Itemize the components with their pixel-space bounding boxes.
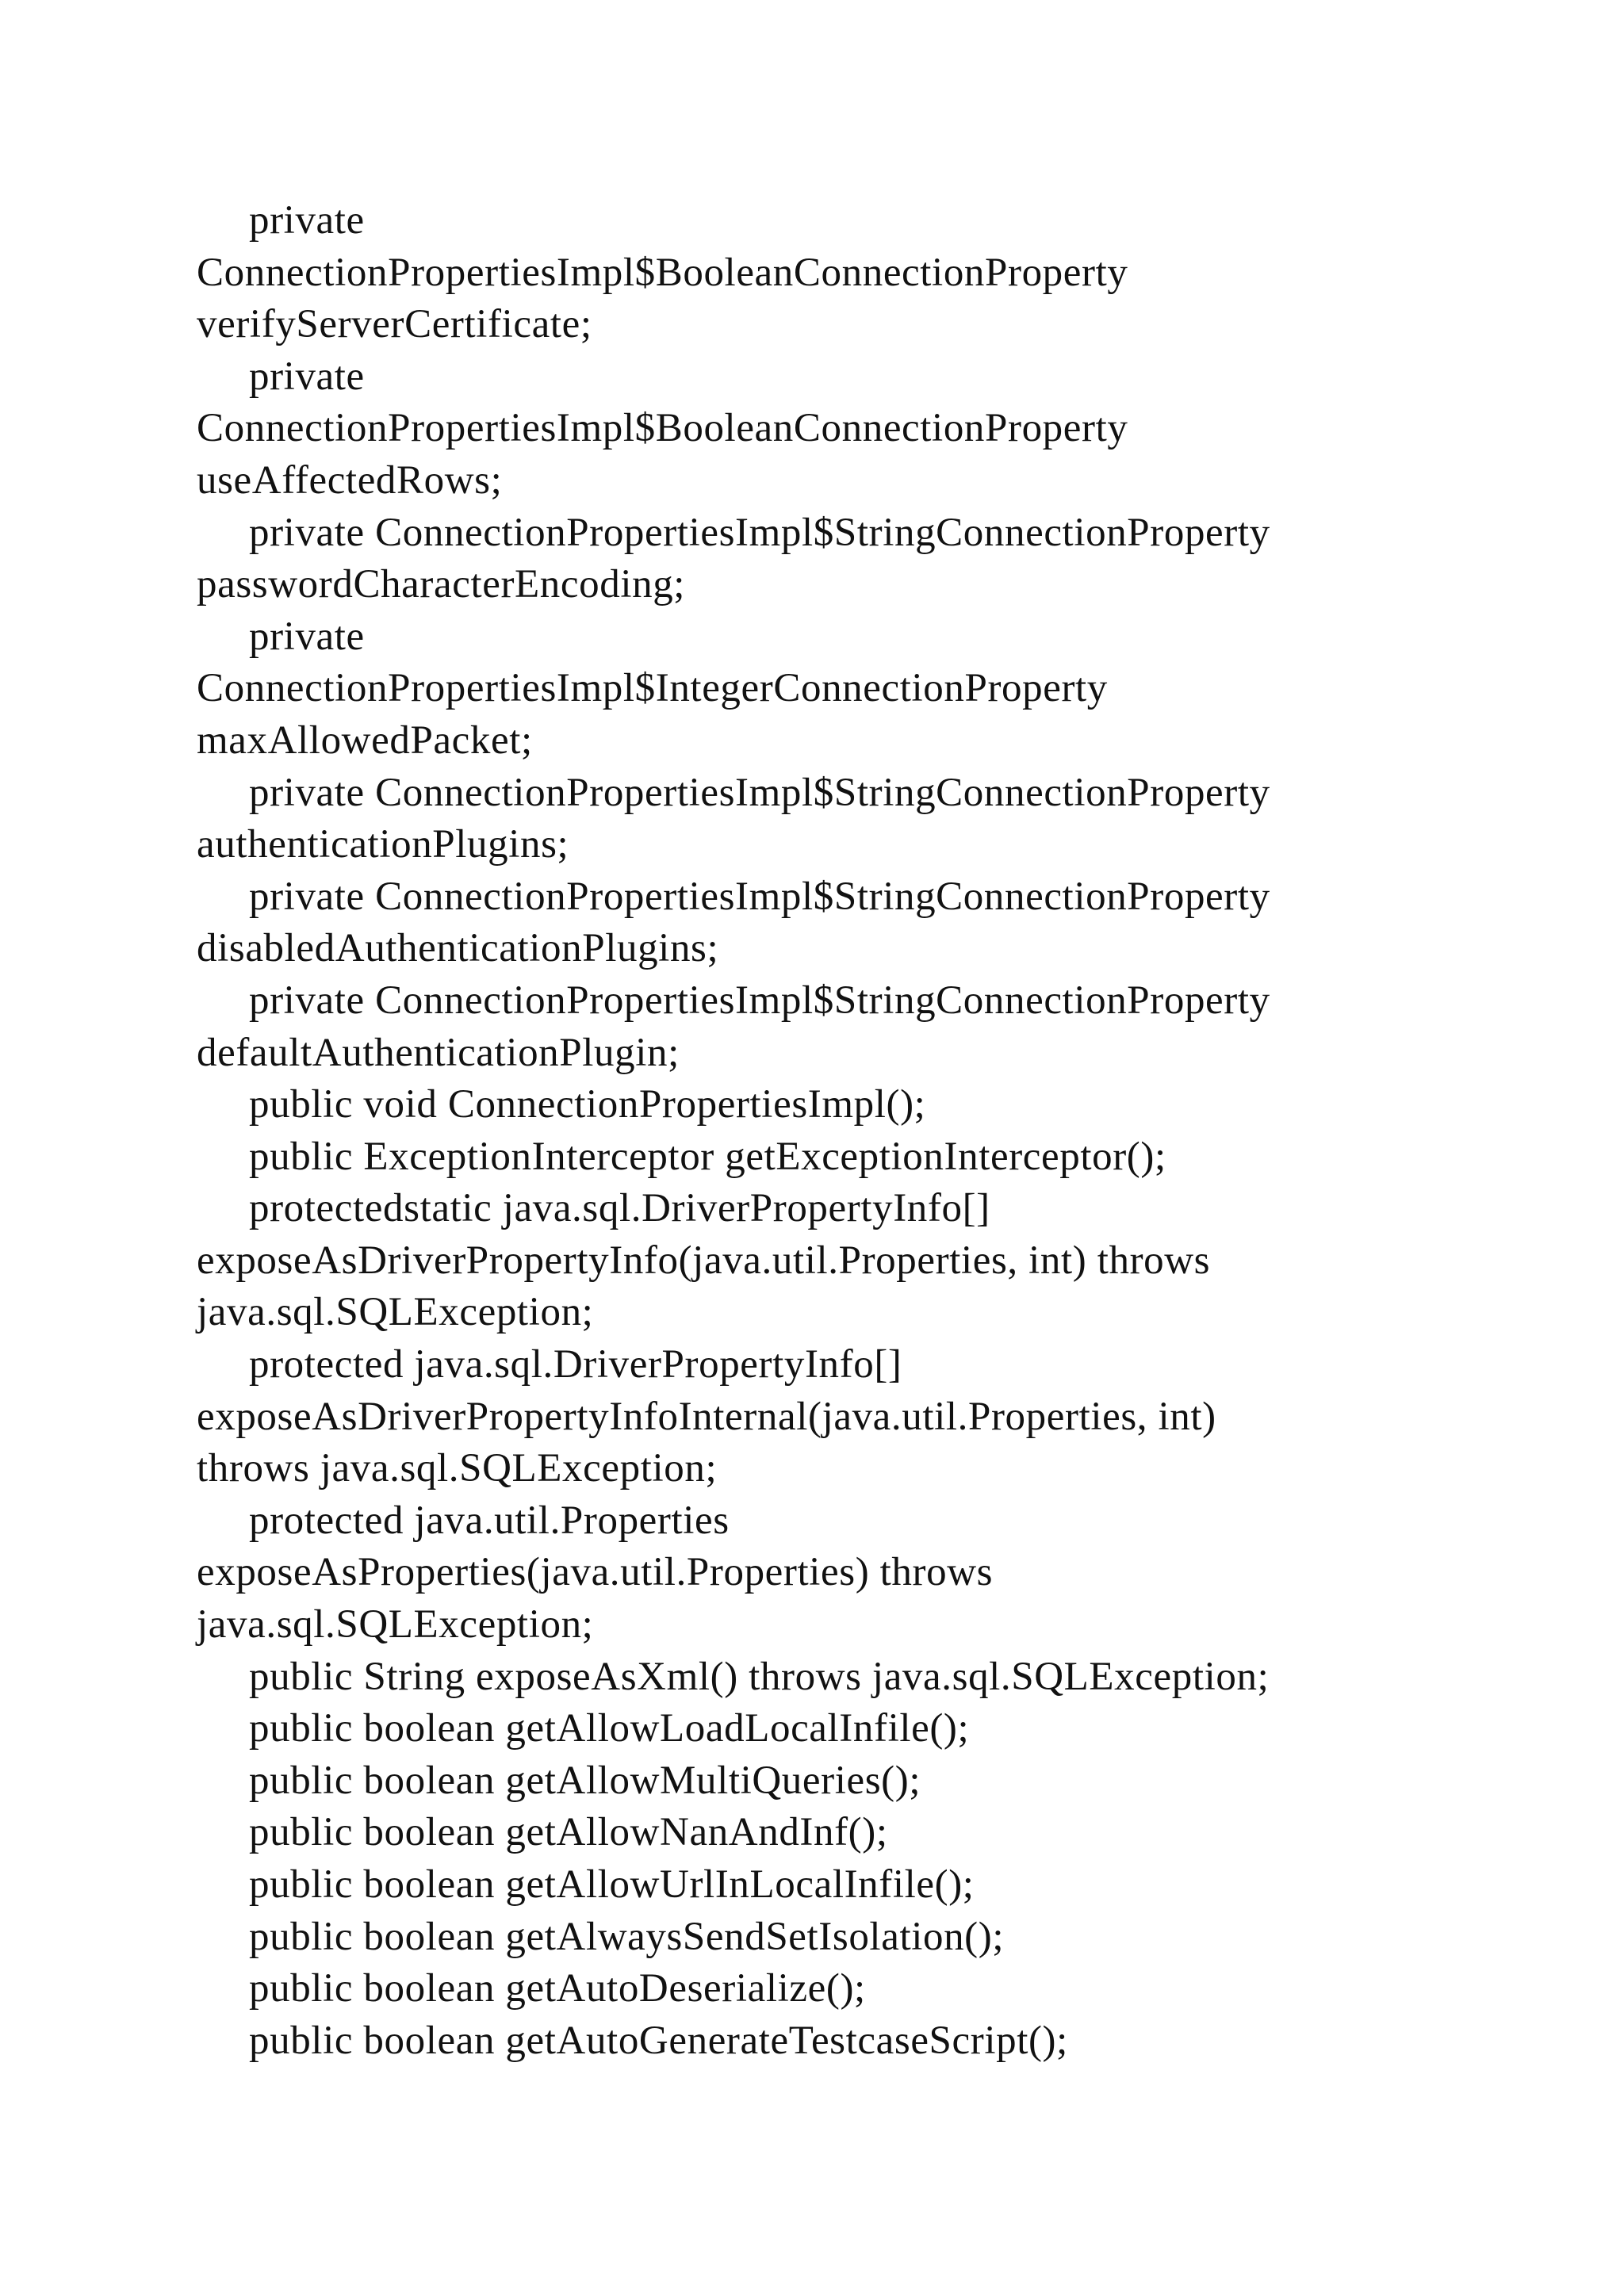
code-line: exposeAsDriverPropertyInfoInternal(java.util.Properties, int) <box>197 1394 1216 1439</box>
code-line: passwordCharacterEncoding; <box>197 562 686 607</box>
code-line: public ExceptionInterceptor getExceptionInterceptor(); <box>249 1134 1166 1179</box>
code-line: public boolean getAutoDeserialize(); <box>249 1966 866 2011</box>
code-line: maxAllowedPacket; <box>197 718 533 763</box>
code-line: public boolean getAllowLoadLocalInfile(); <box>249 1706 970 1751</box>
code-line: ConnectionPropertiesImpl$BooleanConnectionProperty <box>197 250 1128 295</box>
code-line: public void ConnectionPropertiesImpl(); <box>249 1082 926 1127</box>
code-line: ConnectionPropertiesImpl$IntegerConnectionProperty <box>197 666 1108 711</box>
code-line: protected java.sql.DriverPropertyInfo[] <box>249 1342 902 1387</box>
code-line: exposeAsProperties(java.util.Properties) throws <box>197 1550 994 1595</box>
code-line: public boolean getAllowUrlInLocalInfile(); <box>249 1862 975 1907</box>
code-line: private <box>249 614 365 659</box>
code-line: exposeAsDriverPropertyInfo(java.util.Properties, int) throws <box>197 1238 1211 1283</box>
code-line: protectedstatic java.sql.DriverPropertyInfo[] <box>249 1186 990 1231</box>
code-line: public String exposeAsXml() throws java.sql.SQLException; <box>249 1654 1270 1699</box>
code-line: public boolean getAlwaysSendSetIsolation(); <box>249 1914 1005 1959</box>
code-line: useAffectedRows; <box>197 457 503 503</box>
code-line: public boolean getAllowMultiQueries(); <box>249 1758 921 1803</box>
code-line: disabledAuthenticationPlugins; <box>197 926 719 971</box>
code-line: verifyServerCertificate; <box>197 302 592 347</box>
code-line: defaultAuthenticationPlugin; <box>197 1030 680 1075</box>
code-line: ConnectionPropertiesImpl$BooleanConnectionProperty <box>197 406 1128 451</box>
code-line: public boolean getAllowNanAndInf(); <box>249 1810 888 1855</box>
code-line: public boolean getAutoGenerateTestcaseScript(); <box>249 2018 1068 2063</box>
code-line: private <box>249 354 365 399</box>
code-line: authenticationPlugins; <box>197 822 569 867</box>
code-line: throws java.sql.SQLException; <box>197 1446 718 1491</box>
code-line: protected java.util.Properties <box>249 1498 730 1543</box>
code-line: private ConnectionPropertiesImpl$StringConnectionProperty <box>249 978 1270 1023</box>
code-line: private <box>249 198 365 243</box>
code-line: java.sql.SQLException; <box>197 1290 594 1335</box>
code-line: private ConnectionPropertiesImpl$StringConnectionProperty <box>249 510 1270 555</box>
code-listing <box>197 195 1434 2067</box>
code-line: java.sql.SQLException; <box>197 1602 594 1647</box>
code-line: private ConnectionPropertiesImpl$StringConnectionProperty <box>249 770 1270 815</box>
code-line: private ConnectionPropertiesImpl$StringConnectionProperty <box>249 874 1270 919</box>
